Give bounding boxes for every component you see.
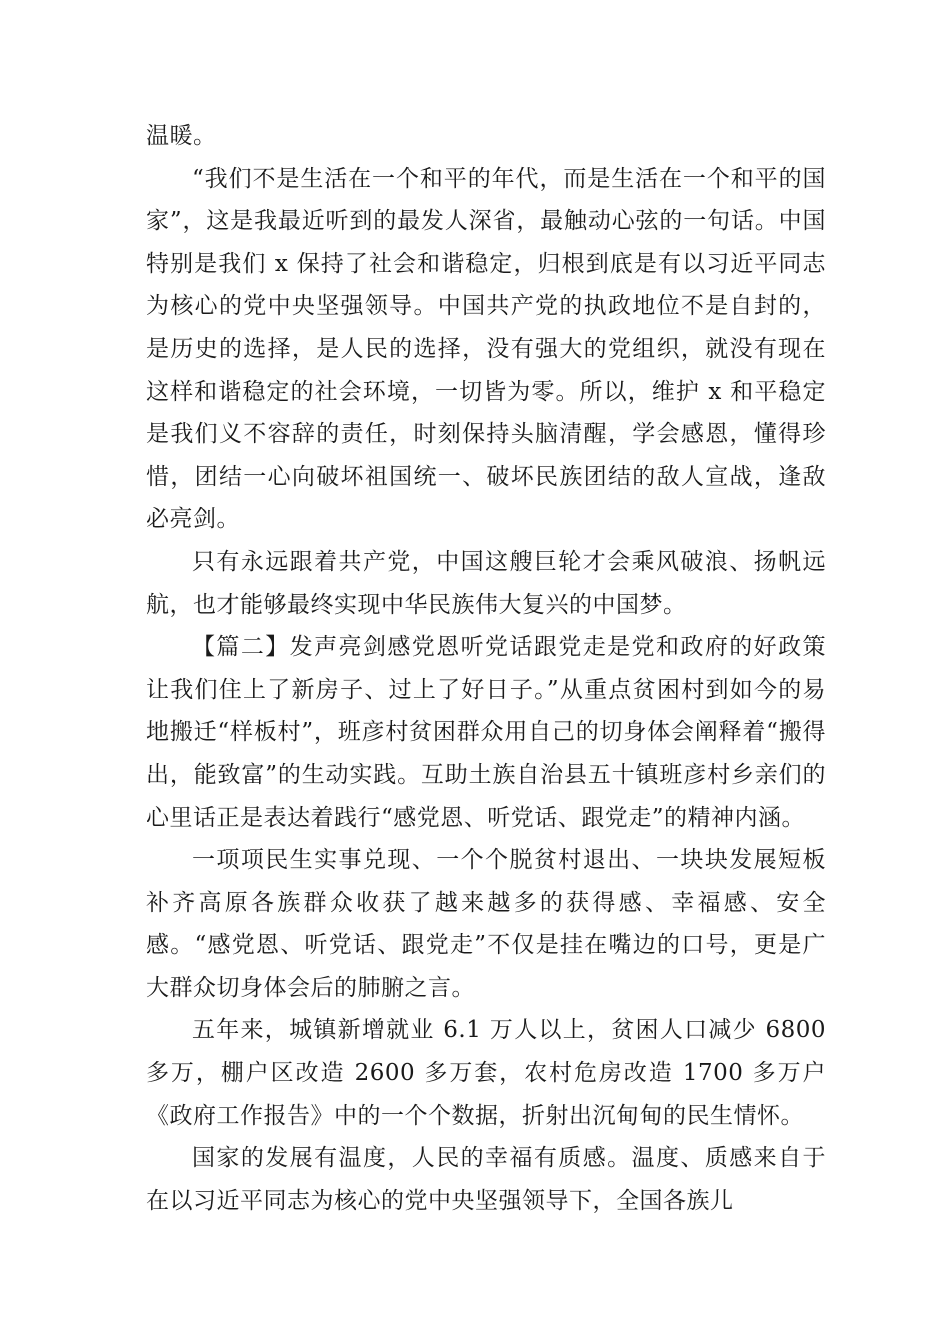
paragraph-five-years: 五年来，城镇新增就业 6.1 万人以上，贫困人口减少 6800 多万，棚户区改造 2600 多万套，农村危房改造 1700 多万户《政府工作报告》中的一个个数据，折射出沉甸甸的民生情怀。 [146, 1017, 826, 1129]
paragraph-national-development: 国家的发展有温度，人民的幸福有质感。温度、质感来自于在以习近平同志为核心的党中央坚强领导下，全国各族儿 [146, 1145, 826, 1214]
document-body [146, 115, 826, 1222]
paragraph-peace-country: “我们不是生活在一个和平的年代，而是生活在一个和平的国家”，这是我最近听到的最发人深省，最触动心弦的一句话。中国特别是我们 x 保持了社会和谐稳定，归根到底是有以习近平同志为核心的党中央坚强领导。中国共产党的执政地位不是自封的，是历史的选择，是人民的选择，没有强大的党组织，就没有现在这样和谐稳定的社会环境，一切皆为零。所以，维护 x 和平稳定是我们义不容辞的责任，时刻保持头脑清醒，学会感恩，懂得珍惜，团结一心向破坏祖国统一、破坏民族团结的敌人宣战，逢敌必亮剑。 [146, 165, 826, 533]
paragraph-chapter-two: 【篇二】发声亮剑感党恩听党话跟党走是党和政府的好政策让我们住上了新房子、过上了好日子。”从重点贫困村到如今的易地搬迁“样板村”，班彦村贫困群众用自己的切身体会阐释着“搬得出，能致富”的生动实践。互助土族自治县五十镇班彦村乡亲们的心里话正是表达着践行“感党恩、听党话、跟党走”的精神内涵。 [146, 634, 826, 831]
paragraph-continuation: 温暖。 [146, 123, 217, 149]
paragraph-follow-party: 只有永远跟着共产党，中国这艘巨轮才会乘风破浪、扬帆远航，也才能够最终实现中华民族伟大复兴的中国梦。 [146, 548, 826, 618]
paragraph-livelihood: 一项项民生实事兑现、一个个脱贫村退出、一块块发展短板补齐高原各族群众收获了越来越多的获得感、幸福感、安全感。“感党恩、听党话、跟党走”不仅是挂在嘴边的口号，更是广大群众切身体会后的肺腑之言。 [146, 847, 826, 1001]
